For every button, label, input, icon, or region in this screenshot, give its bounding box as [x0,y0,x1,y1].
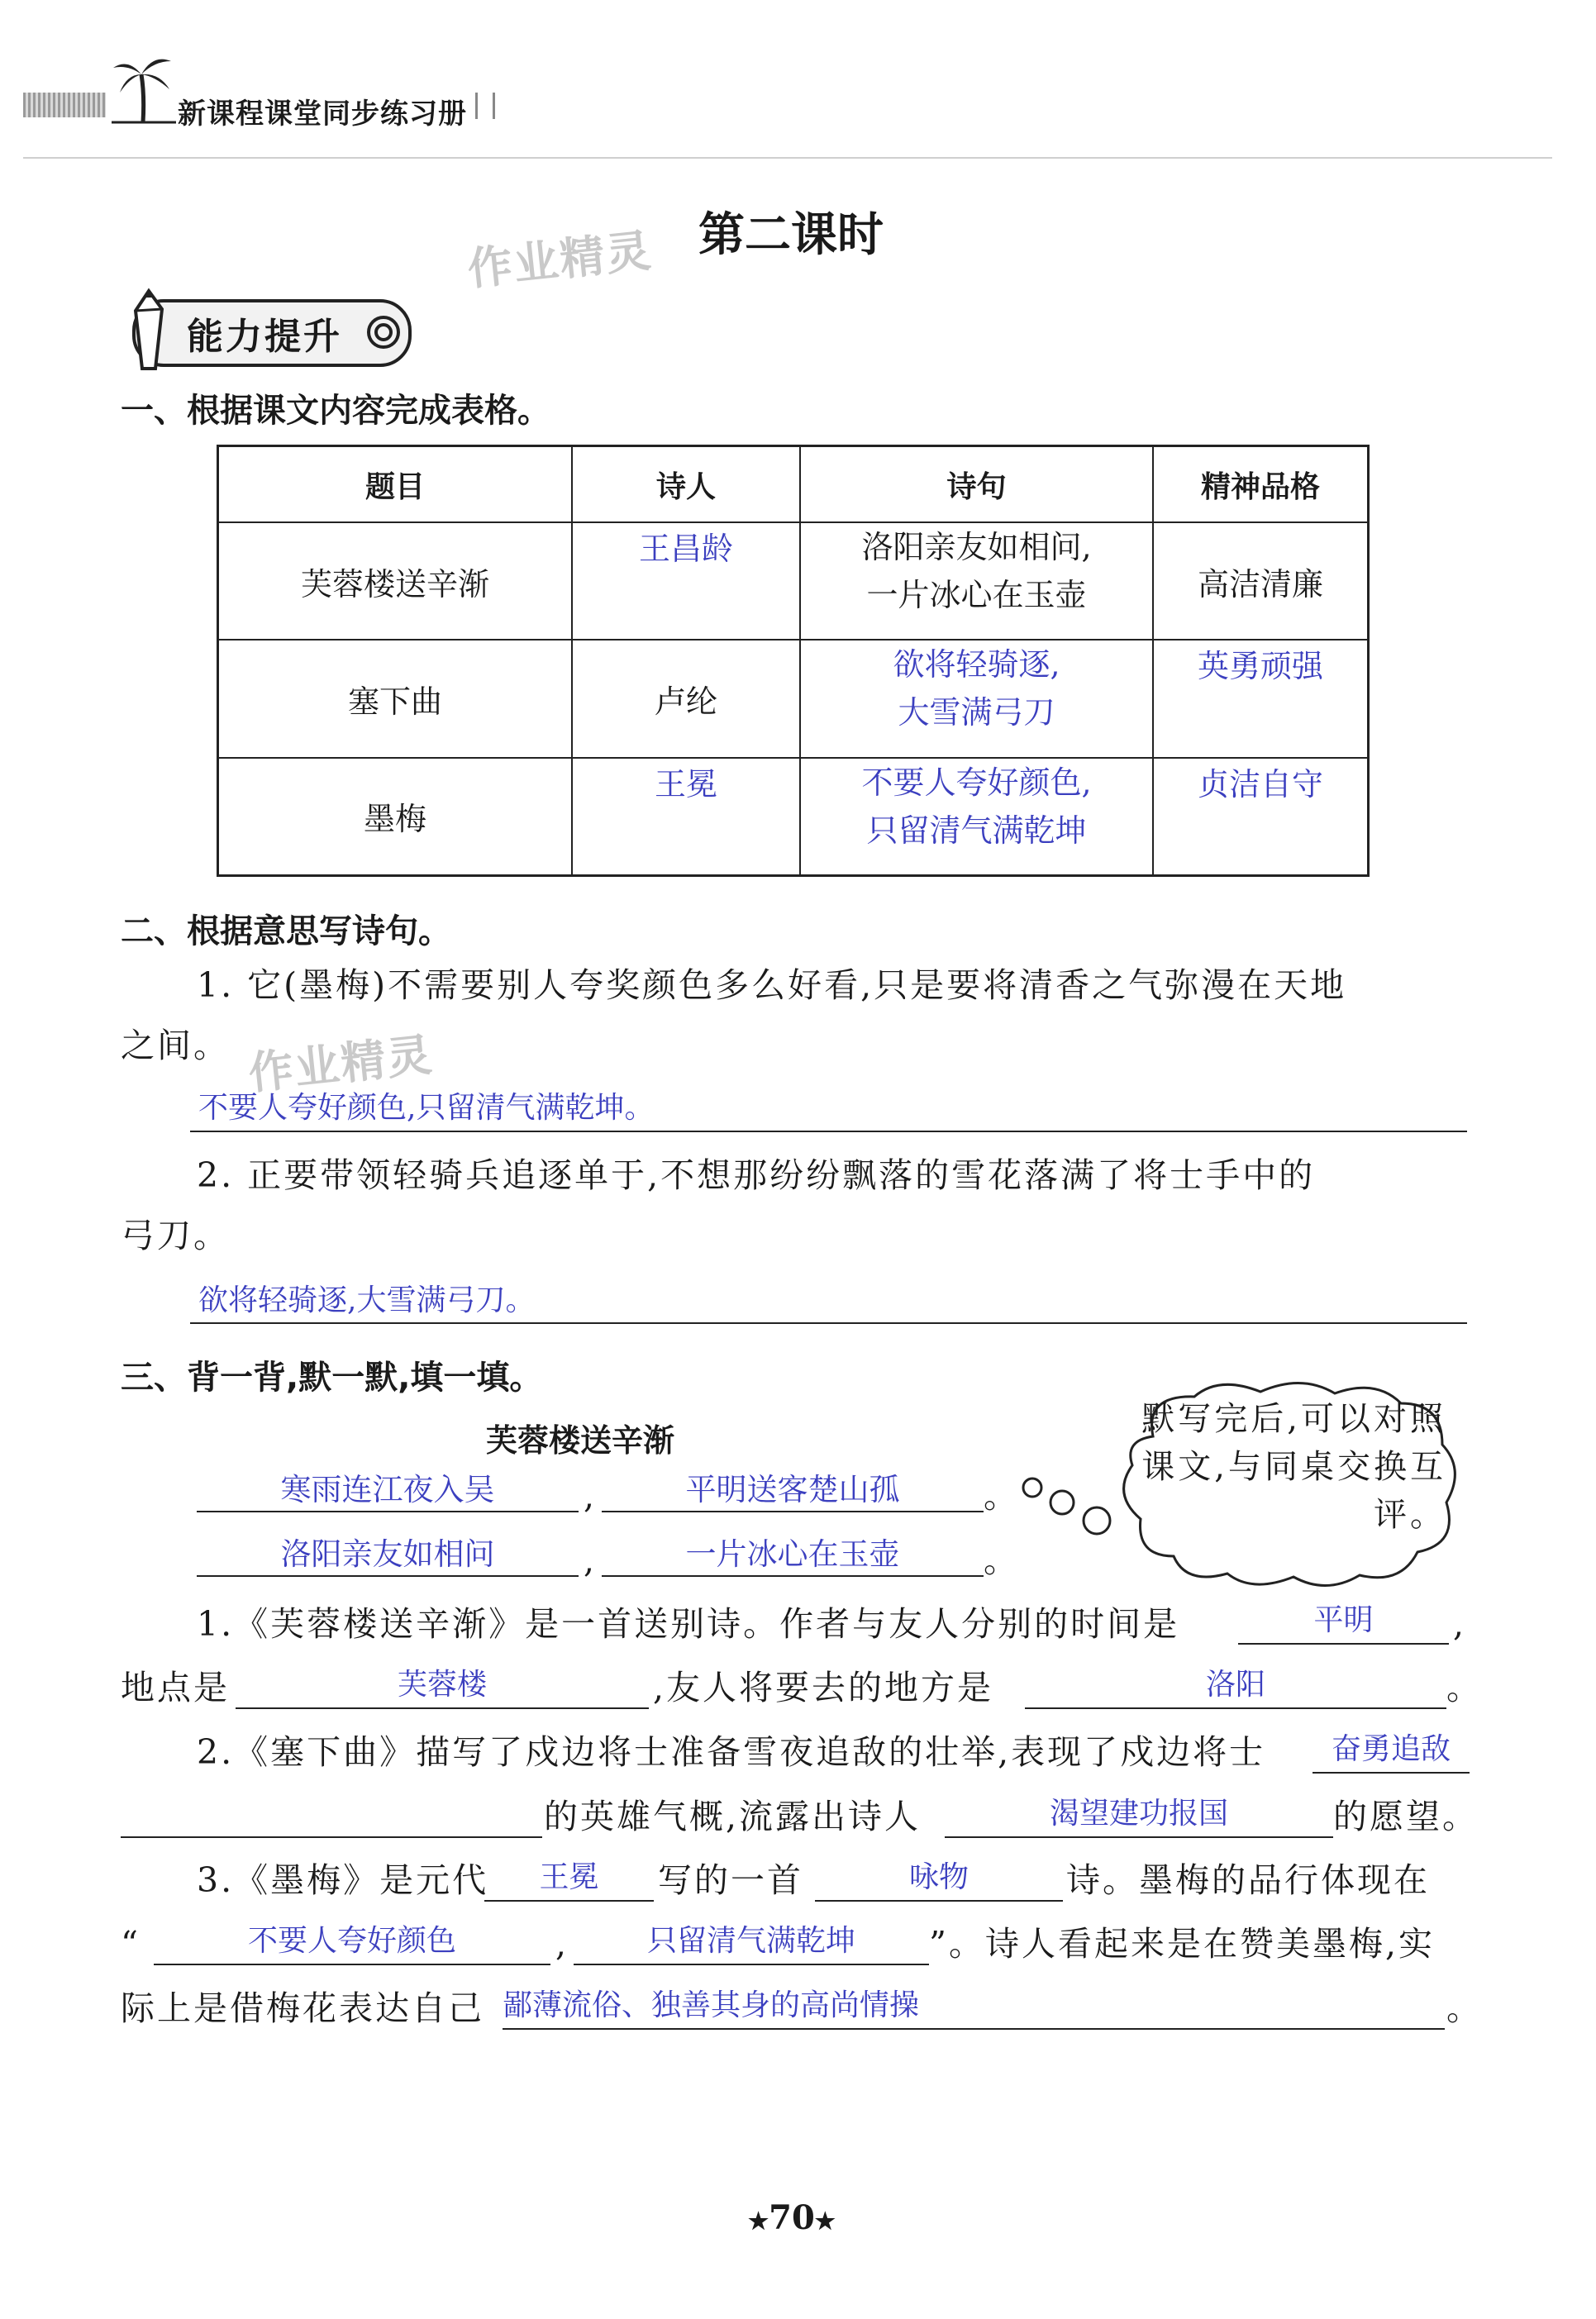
q2-item2-text-cont: 弓刀。 [121,1216,230,1255]
s3-answer-line1: 不要人夸好颜色 [154,1917,550,1965]
q2-item1-text-cont: 之间。 [121,1026,230,1065]
q2-item1-text: 1. 它(墨梅)不需要别人夸奖颜色多么好看,只是要将清香之气弥漫在天地 [197,965,1347,1005]
period: 。 [984,1476,1020,1516]
s2-answer-spirit: 奋勇追敌 [1313,1726,1470,1774]
s1-answer-dest: 洛阳 [1025,1661,1446,1709]
cell-title: 芙蓉楼送辛渐 [218,522,573,640]
comma: , [584,1476,598,1516]
verse-line: 只留清气满乾坤 [866,812,1087,849]
cell-verse-answer [800,640,1153,757]
s3-answer-type: 咏物 [815,1854,1063,1902]
s3-text: , [555,1924,569,1964]
s1-text: ,友人将要去的地方是 [653,1668,994,1707]
s1-answer-place: 芙蓉楼 [236,1661,649,1709]
answer-line [121,1836,542,1838]
header-rule [23,157,1552,159]
cell-title: 墨梅 [218,758,573,876]
watermark: 作业精灵 [465,224,655,296]
cell-spirit-answer: 英勇顽强 [1153,640,1369,757]
pencil-icon [126,286,179,377]
q3-heading: 三、背一背,默一默,填一填。 [121,1359,543,1397]
star-icon: ★ [814,2207,836,2235]
s1-text: 地点是 [121,1668,230,1707]
page-number [748,2198,836,2237]
col-header-poet: 诗人 [572,446,800,523]
s2-answer-wish: 渴望建功报国 [945,1790,1333,1838]
thought-dots [1021,1469,1112,1544]
s3-text: 诗。墨梅的品行体现在 [1066,1860,1430,1900]
verse-line: 洛阳亲友如相问, [861,529,1092,566]
page-number-value: 70 [769,2198,815,2237]
verse-line: 一片冰心在玉壶 [866,577,1087,614]
q1-heading: 一、根据课文内容完成表格。 [121,392,550,430]
verse-line: 大雪满弓刀 [898,694,1055,731]
s3-answer-feeling: 鄙薄流俗、独善其身的高尚情操 [503,1982,1445,2030]
q2-item1-answer: 不要人夸好颜色,只留清气满乾坤。 [198,1091,655,1125]
header-decor-bar [23,93,106,117]
cell-title: 塞下曲 [218,640,573,757]
bubble-text: 默写完后,可以对照课文,与同桌交换互评。 [1141,1400,1446,1534]
section-badge [132,299,412,367]
s2-text: 的英雄气概,流露出诗人 [544,1797,922,1836]
table-row [218,640,1369,757]
s3-answer-line2: 只留清气满乾坤 [574,1917,929,1965]
col-header-verse: 诗句 [800,446,1153,523]
answer-line [190,1322,1467,1324]
q2-item2-text: 2. 正要带领轻骑兵追逐单于,不想那纷纷飘落的雪花落满了将士手中的 [197,1155,1316,1195]
cell-verse [800,522,1153,640]
s1-text: 1.《芙蓉楼送辛渐》是一首送别诗。作者与友人分别的时间是 [197,1604,1180,1644]
poem-line-answer: 洛阳亲友如相问 [197,1529,579,1577]
verse-line: 不要人夸好颜色, [861,764,1092,801]
poem-line-answer: 平明送客楚山孤 [602,1464,984,1512]
table-row [218,522,1369,640]
star-icon: ★ [748,2207,769,2235]
q2-heading: 二、根据意思写诗句。 [121,912,451,950]
cell-spirit-answer: 贞洁自守 [1153,758,1369,876]
answer-line [190,1131,1467,1132]
poem-table [217,445,1370,877]
table-row [218,758,1369,876]
target-icon [365,314,402,350]
s3-text: “ [121,1924,141,1964]
poem-line-answer: 一片冰心在玉壶 [602,1529,984,1577]
section-badge-label: 能力提升 [187,316,342,358]
s1-text: , [1453,1604,1467,1644]
poem-line-answer: 寒雨连江夜入吴 [197,1464,579,1512]
palm-tree-icon [112,50,178,124]
verse-line: 欲将轻骑逐, [893,646,1060,683]
s2-text: 的愿望。 [1333,1797,1479,1836]
watermark: 作业精灵 [245,1028,436,1100]
s3-text: 3.《墨梅》是元代 [197,1860,489,1900]
period: 。 [984,1540,1020,1580]
q2-item2-answer: 欲将轻骑逐,大雪满弓刀。 [198,1283,536,1317]
book-title: 新课程课堂同步练习册 [178,98,467,131]
cell-poet: 卢纶 [572,640,800,757]
col-header-title: 题目 [218,446,573,523]
cell-poet-answer: 王冕 [572,758,800,876]
table-header-row [218,446,1369,523]
s3-text: 。 [1446,1988,1483,2028]
s1-answer-time: 平明 [1238,1597,1449,1645]
cell-poet-answer: 王昌龄 [572,522,800,640]
s2-text: 2.《塞下曲》描写了戍边将士准备雪夜追敌的壮举,表现了戍边将士 [197,1732,1266,1772]
comma: , [584,1540,598,1580]
cell-spirit: 高洁清廉 [1153,522,1369,640]
cell-verse-answer [800,758,1153,876]
lesson-title: 第二课时 [698,208,884,262]
poem-title: 芙蓉楼送辛渐 [486,1422,675,1459]
s3-text: 写的一首 [658,1860,803,1900]
col-header-spirit: 精神品格 [1153,446,1369,523]
s3-answer-poet: 王冕 [484,1854,654,1902]
s3-text: 际上是借梅花表达自己 [121,1988,484,2028]
s1-text: 。 [1446,1668,1483,1707]
s3-text: ”。诗人看起来是在赞美墨梅,实 [929,1924,1435,1964]
header-end-marks [475,93,495,119]
